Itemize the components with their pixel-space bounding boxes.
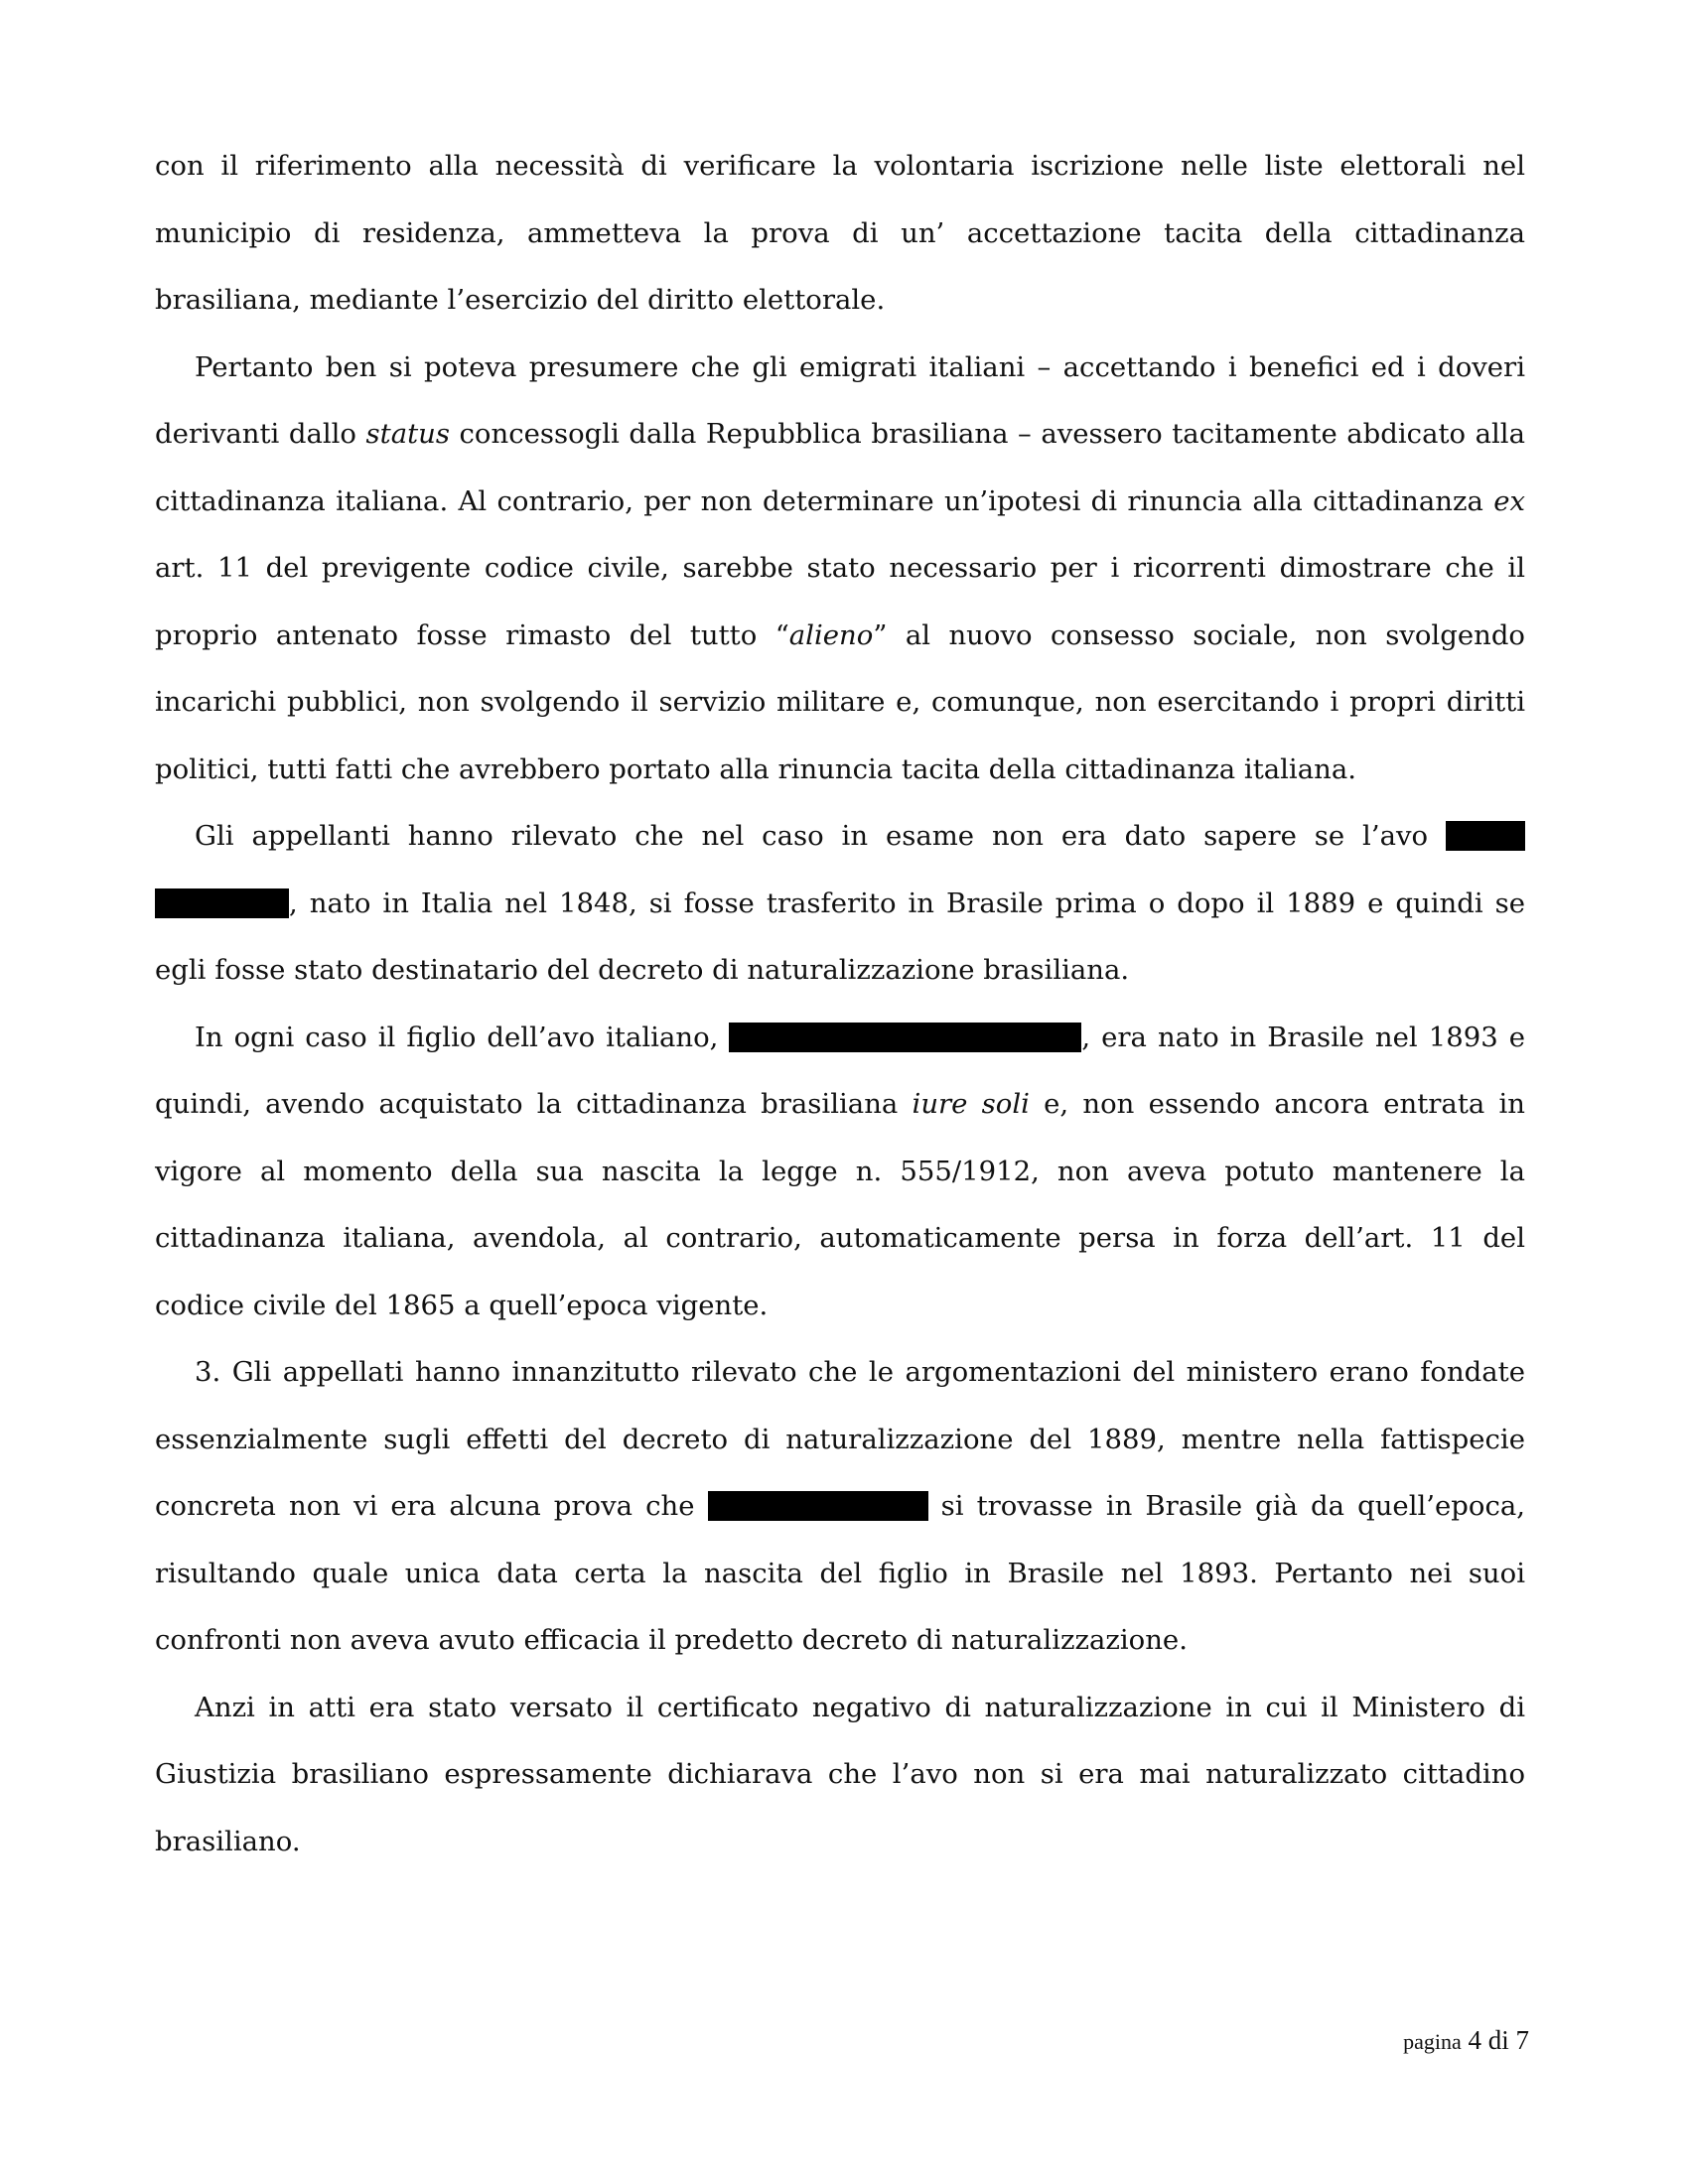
redaction-block (1446, 821, 1525, 851)
italic-term: status (365, 418, 450, 450)
paragraph-1: con il riferimento alla necessità di verificare la volontaria iscrizione nelle liste elettorali nel municipio di residenza, ammetteva la prova di un’ accettazione tacita della cittadinanza brasiliana, mediante l’esercizio del diritto elettorale. (155, 150, 1525, 316)
paragraph-5: 3. Gli appellati hanno innanzitutto rilevato che le argomentazioni del ministero erano fondate essenzialmente sugli effetti del decreto di naturalizzazione del 1889, mentre nella fattispecie concreta non vi era alcuna prova che si trovasse in Brasile già da quell’epoca, risultando quale unica data certa la nascita del figlio in Brasile nel 1893. Pertanto nei suoi confronti non aveva avuto efficacia il predetto decreto di naturalizzazione. (155, 1356, 1525, 1656)
redaction-block (708, 1491, 928, 1521)
redaction-block (729, 1023, 1081, 1052)
paragraph-3: Gli appellanti hanno rilevato che nel caso in esame non era dato sapere se l’avo , nato in Italia nel 1848, si fosse trasferito in Brasile prima o dopo il 1889 e quindi se egli fosse stato destinatario del decreto di naturalizzazione brasiliana. (155, 820, 1525, 986)
italic-term: ex (1493, 484, 1525, 517)
page-number: pagina 4 di 7 (1403, 2025, 1529, 2055)
italic-term: iure soli (912, 1088, 1030, 1120)
body-text (155, 133, 1525, 1875)
paragraph-2: Pertanto ben si poteva presumere che gli emigrati italiani – accettando i benefici ed i doveri derivanti dallo status concessogli dalla Repubblica brasiliana – avessero tacitamente abdicato alla cittadinanza italiana. Al contrario, per non determinare un’ipotesi di rinuncia alla cittadinanza ex art. 11 del previgente codice civile, sarebbe stato necessario per i ricorrenti dimostrare che il proprio antenato fosse rimasto del tutto “alieno” al nuovo consesso sociale, non svolgendo incarichi pubblici, non svolgendo il servizio militare e, comunque, non esercitando i propri diritti politici, tutti fatti che avrebbero portato alla rinuncia tacita della cittadinanza italiana. (155, 350, 1525, 785)
paragraph-6: Anzi in atti era stato versato il certificato negativo di naturalizzazione in cui il Ministero di Giustizia brasiliano espressamente dichiarava che l’avo non si era mai naturalizzato cittadino brasiliano. (155, 1691, 1525, 1857)
italic-term: alieno (788, 618, 874, 651)
paragraph-4: In ogni caso il figlio dell’avo italiano, , era nato in Brasile nel 1893 e quindi, avendo acquistato la cittadinanza brasiliana iure soli e, non essendo ancora entrata in vigore al momento della sua nascita la legge n. 555/1912, non aveva potuto mantenere la cittadinanza italiana, avendola, al contrario, automaticamente persa in forza dell’art. 11 del codice civile del 1865 a quell’epoca vigente. (155, 1021, 1525, 1321)
redaction-block (155, 888, 289, 918)
